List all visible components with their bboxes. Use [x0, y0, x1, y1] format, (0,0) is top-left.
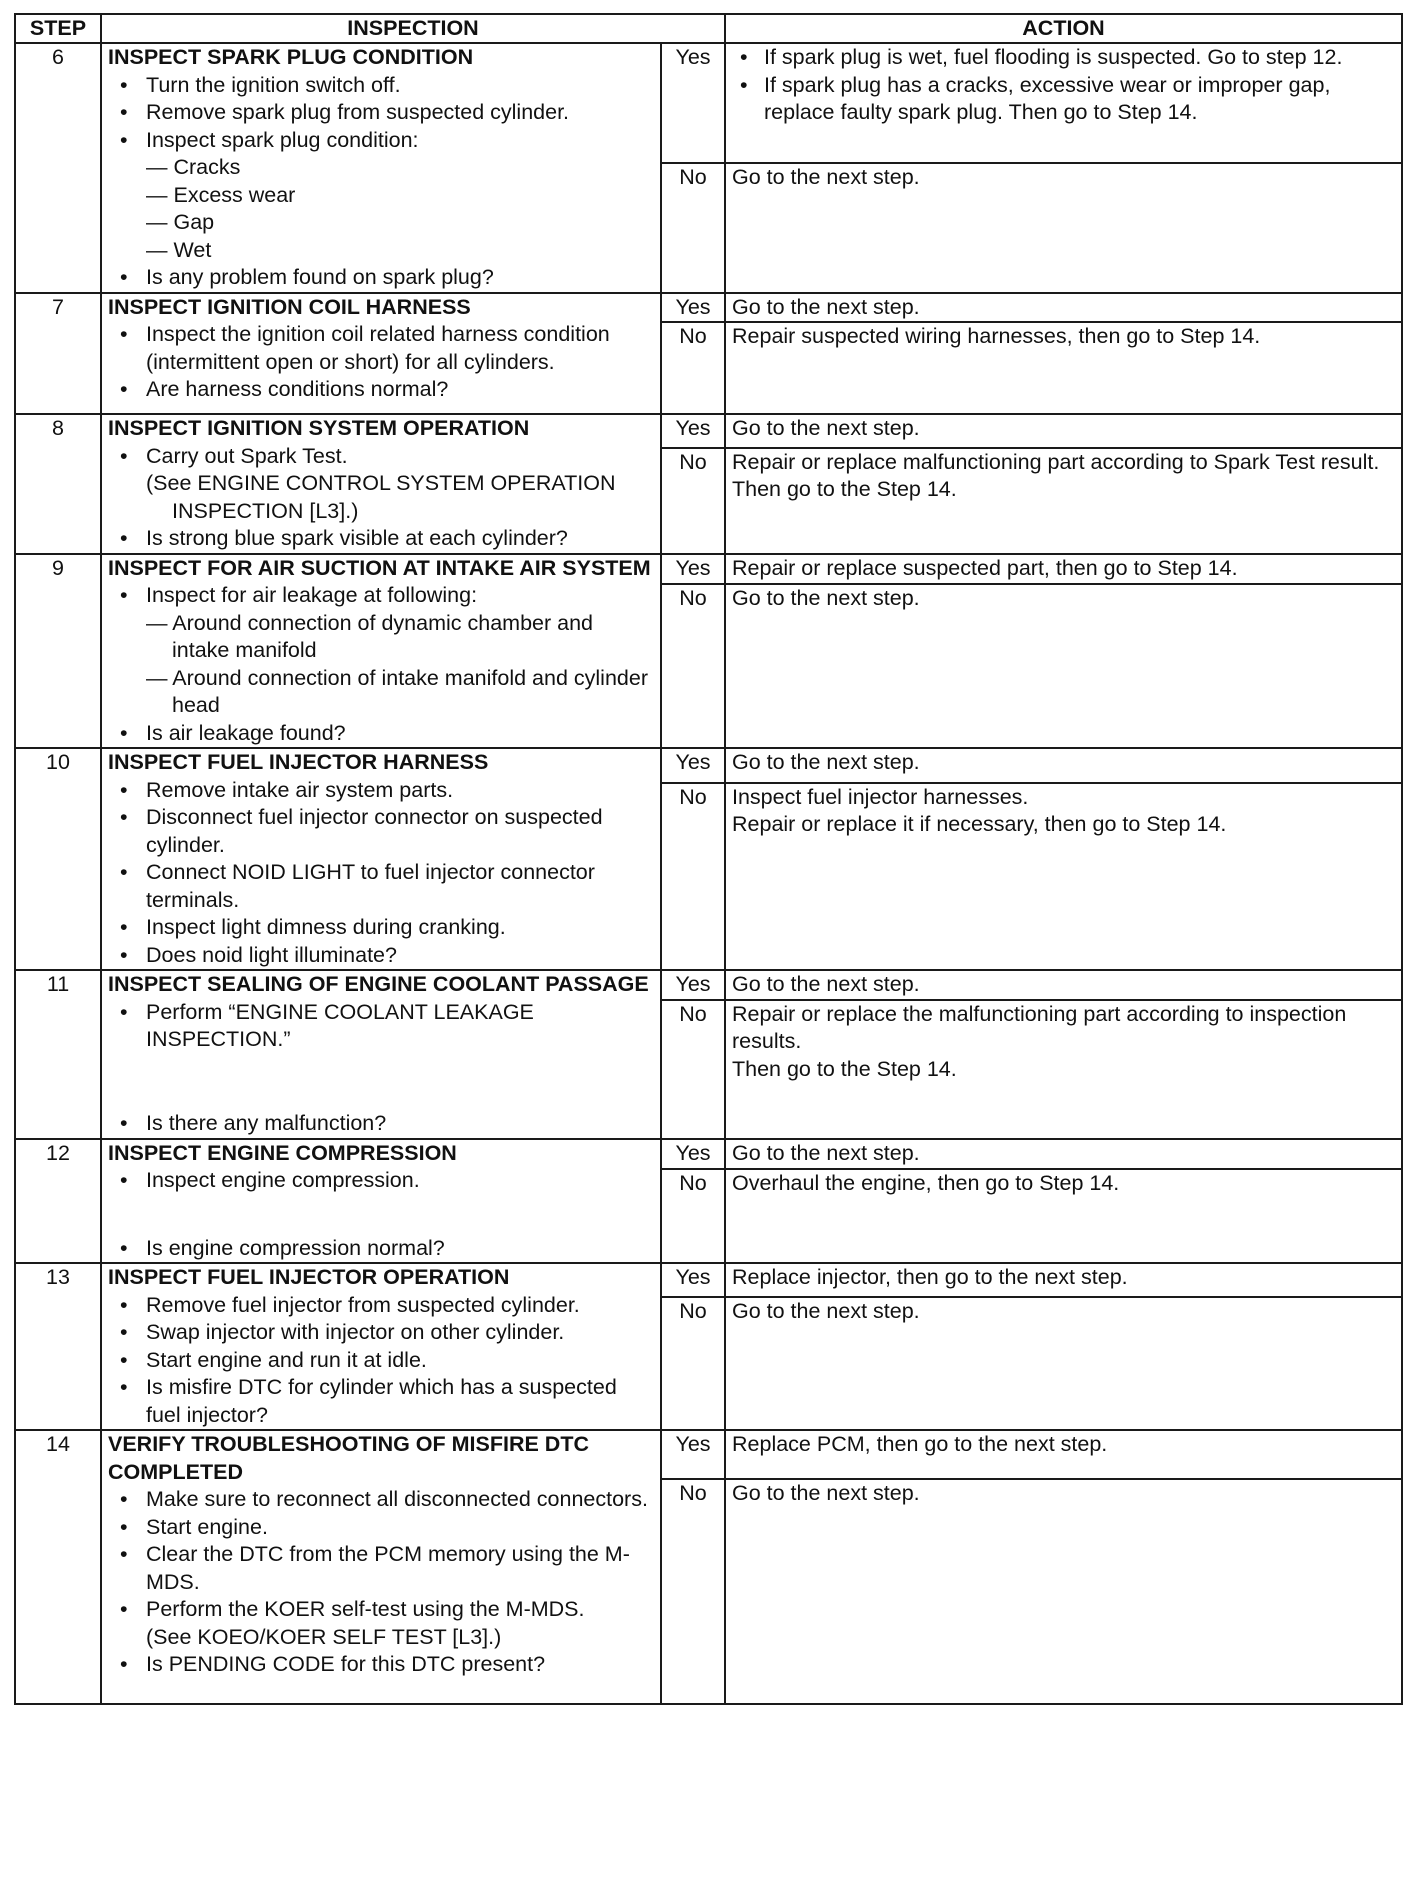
inspection-bullet [108, 376, 654, 404]
yes-label: Yes [661, 1430, 725, 1479]
action-text: Go to the next step. [732, 1481, 920, 1505]
sub-item: — Cracks [146, 155, 241, 179]
inspection-bullet [108, 1347, 654, 1375]
step-number: 13 [15, 1263, 101, 1430]
step-number: 12 [15, 1139, 101, 1264]
inspection-bullet [108, 321, 654, 376]
step-number: 14 [15, 1430, 101, 1704]
sub-item: — Around connection of intake manifold and cylinder head [146, 665, 648, 717]
no-label: No [661, 163, 725, 293]
bullet-text: Inspect spark plug condition: [146, 127, 419, 152]
inspection-steps [108, 1292, 654, 1430]
inspection-bullet [108, 443, 654, 526]
action-text: Overhaul the engine, then go to Step 14. [732, 1170, 1120, 1195]
inspection-cell [101, 748, 661, 970]
bullet-text: Remove fuel injector from suspected cylinder. [146, 1292, 580, 1317]
inspection-cell [101, 1430, 661, 1704]
step-number: 9 [15, 554, 101, 749]
inspection-cell [101, 414, 661, 554]
yes-action [725, 1430, 1402, 1479]
bullet-text: Clear the DTC from the PCM memory using the M-MDS. [146, 1542, 630, 1594]
action-text: Then go to the Step 14. [732, 477, 957, 502]
no-action [725, 448, 1402, 554]
inspection-bullet [108, 127, 654, 265]
header-action: ACTION [725, 14, 1402, 43]
inspection-bullet [108, 1514, 654, 1542]
no-label: No [661, 1297, 725, 1430]
no-action [725, 1169, 1402, 1263]
sub-item: — Excess wear [146, 182, 296, 207]
bullet-text: Remove intake air system parts. [146, 777, 454, 802]
inspection-title: INSPECT ENGINE COMPRESSION [108, 1140, 457, 1165]
inspection-cell [101, 554, 661, 749]
action-text: Repair or replace suspected part, then go to Step 14. [732, 555, 1238, 580]
inspection-bullet [108, 777, 654, 805]
step-row [15, 414, 1402, 448]
bullet-text: Is any problem found on spark plug? [146, 265, 494, 289]
no-action [725, 163, 1402, 293]
step-row [15, 293, 1402, 323]
inspection-steps [108, 1486, 654, 1679]
action-text: Go to the next step. [732, 294, 920, 319]
inspection-title: INSPECT IGNITION COIL HARNESS [108, 294, 471, 319]
inspection-steps [108, 321, 654, 404]
inspection-bullet [108, 999, 654, 1054]
step-number: 7 [15, 293, 101, 415]
inspection-cell [101, 970, 661, 1139]
no-label: No [661, 584, 725, 748]
bullet-text: Is there any malfunction? [146, 1110, 387, 1135]
action-text: Go to the next step. [732, 972, 920, 996]
action-bullet: • If spark plug has a cracks, excessive wear or improper gap, replace faulty spark plug. Then go to Step 14. [732, 72, 1395, 127]
step-row [15, 1263, 1402, 1297]
inspection-bullet [108, 1167, 654, 1195]
inspection-title: VERIFY TROUBLESHOOTING OF MISFIRE DTC COMPLETED [108, 1432, 589, 1484]
inspection-steps [108, 999, 654, 1138]
yes-label: Yes [661, 1263, 725, 1297]
inspection-bullet [108, 1651, 654, 1679]
step-row [15, 43, 1402, 163]
inspection-bullet [108, 914, 654, 942]
bullet-text: Perform “ENGINE COOLANT LEAKAGE INSPECTION.” [146, 999, 534, 1051]
inspection-bullet [108, 1235, 654, 1263]
step-number: 8 [15, 414, 101, 554]
bullet-text: Make sure to reconnect all disconnected connectors. [146, 1487, 648, 1511]
sub-item: — Wet [146, 237, 212, 262]
inspection-bullet [108, 99, 654, 127]
bullet-text: Perform the KOER self-test using the M-MDS. [146, 1597, 585, 1621]
inspection-title: INSPECT SPARK PLUG CONDITION [108, 45, 474, 69]
yes-action [725, 293, 1402, 323]
yes-label: Yes [661, 43, 725, 163]
sub-item: (See ENGINE CONTROL SYSTEM OPERATION INSPECTION [L3].) [146, 471, 616, 523]
yes-action [725, 43, 1402, 163]
no-action [725, 1297, 1402, 1430]
action-text: Go to the next step. [732, 164, 920, 189]
bullet-text: Turn the ignition switch off. [146, 72, 401, 97]
header-row [15, 14, 1402, 43]
yes-label: Yes [661, 1139, 725, 1169]
inspection-bullet [108, 1596, 654, 1651]
yes-label: Yes [661, 748, 725, 783]
inspection-bullet [108, 264, 654, 292]
no-action [725, 584, 1402, 748]
step-row [15, 554, 1402, 584]
step-number: 10 [15, 748, 101, 970]
yes-label: Yes [661, 414, 725, 448]
inspection-title: INSPECT SEALING OF ENGINE COOLANT PASSAGE [108, 972, 649, 996]
bullet-text: Inspect engine compression. [146, 1168, 420, 1192]
no-label: No [661, 448, 725, 554]
inspection-steps [108, 1167, 654, 1262]
no-label: No [661, 1479, 725, 1704]
bullet-text: Is engine compression normal? [146, 1235, 445, 1260]
inspection-cell [101, 43, 661, 293]
action-text: Go to the next step. [732, 1299, 920, 1324]
no-label: No [661, 322, 725, 414]
yes-action [725, 1139, 1402, 1169]
bullet-text: Start engine. [146, 1514, 268, 1539]
header-step: STEP [15, 14, 101, 43]
action-text: Repair or replace it if necessary, then go to Step 14. [732, 812, 1227, 837]
yes-label: Yes [661, 293, 725, 323]
inspection-title: INSPECT IGNITION SYSTEM OPERATION [108, 416, 530, 440]
inspection-bullet [108, 1319, 654, 1347]
inspection-title: INSPECT FUEL INJECTOR HARNESS [108, 750, 489, 774]
inspection-title: INSPECT FOR AIR SUCTION AT INTAKE AIR SYSTEM [108, 555, 651, 580]
inspection-cell [101, 293, 661, 415]
bullet-text: Remove spark plug from suspected cylinder. [146, 100, 570, 124]
bullet-text: Is strong blue spark visible at each cylinder? [146, 526, 568, 550]
bullet-text: Are harness conditions normal? [146, 377, 449, 401]
bullet-text: Inspect for air leakage at following: [146, 583, 478, 607]
inspection-bullet [108, 525, 654, 553]
no-action [725, 1000, 1402, 1139]
inspection-bullet [108, 720, 654, 748]
bullet-text: Is PENDING CODE for this DTC present? [146, 1652, 546, 1676]
inspection-steps [108, 582, 654, 747]
inspection-bullet [108, 1110, 654, 1138]
yes-action [725, 554, 1402, 584]
step-row [15, 1139, 1402, 1169]
bullet-text: Inspect the ignition coil related harness condition (intermittent open or short) for all cylinders. [146, 322, 610, 374]
action-text: Then go to the Step 14. [732, 1056, 957, 1081]
inspection-cell [101, 1139, 661, 1264]
yes-label: Yes [661, 554, 725, 584]
bullet-text: Does noid light illuminate? [146, 942, 397, 967]
inspection-cell [101, 1263, 661, 1430]
yes-action [725, 970, 1402, 1000]
action-text: Go to the next step. [732, 1140, 920, 1165]
sub-item: — Gap [146, 210, 215, 234]
no-label: No [661, 783, 725, 970]
bullet-text: Swap injector with injector on other cylinder. [146, 1320, 565, 1344]
step-number: 6 [15, 43, 101, 293]
bullet-text: Start engine and run it at idle. [146, 1347, 427, 1372]
inspection-title: INSPECT FUEL INJECTOR OPERATION [108, 1265, 510, 1289]
action-text: Repair suspected wiring harnesses, then go to Step 14. [732, 324, 1261, 348]
step-number: 11 [15, 970, 101, 1139]
action-text: Repair or replace the malfunctioning part according to inspection results. [732, 1001, 1347, 1053]
yes-label: Yes [661, 970, 725, 1000]
inspection-steps [108, 777, 654, 970]
header-inspection: INSPECTION [101, 14, 725, 43]
step-row [15, 1430, 1402, 1479]
inspection-bullet [108, 1541, 654, 1596]
inspection-bullet [108, 72, 654, 100]
bullet-text: Carry out Spark Test. [146, 443, 348, 468]
action-text: Replace PCM, then go to the next step. [732, 1432, 1108, 1456]
inspection-bullet [108, 1486, 654, 1514]
inspection-steps [108, 443, 654, 553]
action-text: Repair or replace malfunctioning part according to Spark Test result. [732, 449, 1380, 474]
no-action [725, 322, 1402, 414]
sub-item: (See KOEO/KOER SELF TEST [L3].) [146, 1624, 502, 1649]
bullet-text: Is air leakage found? [146, 720, 346, 745]
inspection-bullet [108, 859, 654, 914]
no-label: No [661, 1000, 725, 1139]
inspection-steps [108, 72, 654, 292]
action-text: Go to the next step. [732, 585, 920, 610]
yes-action [725, 1263, 1402, 1297]
bullet-text: Is misfire DTC for cylinder which has a suspected fuel injector? [146, 1375, 617, 1427]
action-text: Go to the next step. [732, 416, 920, 440]
action-bullet: • If spark plug is wet, fuel flooding is suspected. Go to step 12. [732, 44, 1395, 72]
yes-action [725, 414, 1402, 448]
yes-action [725, 748, 1402, 783]
bullet-text: Disconnect fuel injector connector on suspected cylinder. [146, 805, 603, 857]
action-text: Inspect fuel injector harnesses. [732, 784, 1029, 809]
inspection-bullet [108, 1374, 654, 1429]
inspection-bullet [108, 1292, 654, 1320]
yes-action-list [732, 44, 1395, 127]
sub-item: — Around connection of dynamic chamber and intake manifold [146, 610, 593, 662]
diagnostic-table [14, 13, 1403, 1705]
no-action [725, 1479, 1402, 1704]
inspection-bullet [108, 582, 654, 720]
bullet-text: Inspect light dimness during cranking. [146, 915, 506, 939]
no-label: No [661, 1169, 725, 1263]
action-text: Go to the next step. [732, 750, 920, 774]
no-action [725, 783, 1402, 970]
inspection-bullet [108, 942, 654, 970]
inspection-bullet [108, 804, 654, 859]
bullet-text: Connect NOID LIGHT to fuel injector connector terminals. [146, 860, 595, 912]
action-text: Replace injector, then go to the next step. [732, 1265, 1128, 1289]
step-row [15, 970, 1402, 1000]
step-row [15, 748, 1402, 783]
